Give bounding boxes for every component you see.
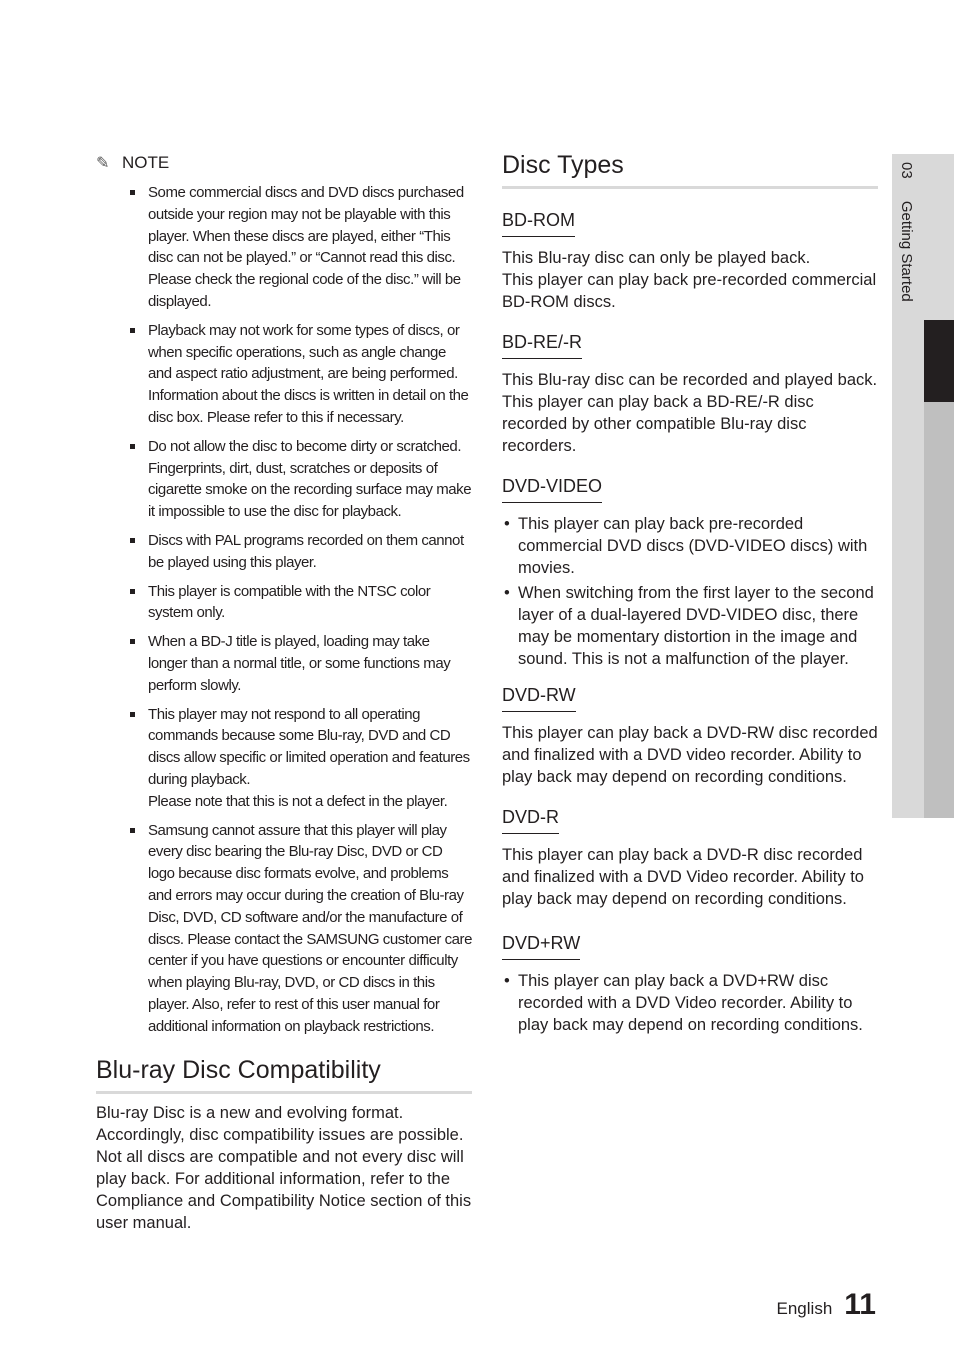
note-item: Samsung cannot assure that this player will play every disc bearing the Blu-ray Disc, DVD or CD logo because disc formats evolve, and problems and errors may occur during the creation of Blu-ray Disc, DVD, CD software and/or the manufacture of discs. Please contact the SAMSUNG customer care center if you have questions or encounter difficulty when playing Blu-ray, DVD, or CD discs in this player. Also, refer to rest of this user manual for additional information on playback restrictions. xyxy=(130,820,472,1038)
compatibility-title: Blu-ray Disc Compatibility xyxy=(96,1055,472,1094)
note-item: Playback may not work for some types of discs, or when specific operations, such as angle change and aspect ratio adjustment, are being performed. Information about the discs is written in detail on the disc box. Please refer to this if necessary. xyxy=(130,320,472,429)
bd-rom-heading: BD-ROM xyxy=(502,209,575,237)
page-number: 11 xyxy=(844,1288,876,1321)
dvd-plus-rw-heading: DVD+RW xyxy=(502,932,580,960)
dvd-rw-heading: DVD-RW xyxy=(502,684,576,712)
note-item: This player may not respond to all operating commands because some Blu-ray, DVD and CD discs allow specific or limited operation and features during playback. Please note that this is not a defect in the player. xyxy=(130,704,472,813)
compatibility-body: Blu-ray Disc is a new and evolving format. Accordingly, disc compatibility issues are possible. Not all discs are compatible and not every disc will play back. For additional information, refer to the Compliance and Compatibility Notice section of this user manual. xyxy=(96,1104,472,1233)
chapter-number: 03 xyxy=(898,162,915,179)
dvd-video-block xyxy=(502,475,878,670)
dvd-video-heading: DVD-VIDEO xyxy=(502,475,602,503)
bd-rom-body: This Blu-ray disc can only be played back. This player can play back pre-recorded commercial BD-ROM discs. xyxy=(502,249,877,311)
chapter-band xyxy=(924,402,954,818)
dvd-video-list xyxy=(502,513,878,670)
note-header xyxy=(96,150,472,176)
disc-types-title: Disc Types xyxy=(502,150,878,189)
note-item: When a BD-J title is played, loading may take longer than a normal title, or some functions may perform slowly. xyxy=(130,631,472,696)
dvd-r-heading: DVD-R xyxy=(502,806,559,834)
dvd-plus-rw-list xyxy=(502,970,878,1036)
note-item: Some commercial discs and DVD discs purchased outside your region may not be playable with this player. When these discs are played, either “This disc can not be played.” or “Cannot read this disc. Please check the regional code of the disc.” will be displayed. xyxy=(130,182,472,313)
note-item: Discs with PAL programs recorded on them cannot be played using this player. xyxy=(130,530,472,574)
footer-language: English xyxy=(776,1299,833,1318)
note-item: Do not allow the disc to become dirty or scratched. Fingerprints, dirt, dust, scratches or deposits of cigarette smoke on the recording surface may make it impossible to use the disc for playback. xyxy=(130,436,472,523)
dvd-r-body: This player can play back a DVD-R disc recorded and finalized with a DVD Video recorder. Ability to play back may depend on recording conditions. xyxy=(502,846,864,908)
bd-re-heading: BD-RE/-R xyxy=(502,331,582,359)
chapter-label xyxy=(898,162,915,302)
list-item: • When switching from the first layer to the second layer of a dual-layered DVD-VIDEO disc, there may be momentary distortion in the image and sound. This is not a malfunction of the player. xyxy=(502,582,878,670)
bd-re-body: This Blu-ray disc can be recorded and played back. This player can play back a BD-RE/-R disc recorded by other compatible Blu-ray disc recorders. xyxy=(502,371,878,455)
dvd-rw-body: This player can play back a DVD-RW disc recorded and finalized with a DVD video recorder. Ability to play back may depend on recording conditions. xyxy=(502,724,878,786)
right-column xyxy=(502,150,878,1039)
dvd-r-block xyxy=(502,806,878,910)
dvd-plus-rw-block xyxy=(502,932,878,1036)
bd-rom-block xyxy=(502,209,878,313)
compatibility-section xyxy=(96,1055,472,1234)
dvd-rw-block xyxy=(502,684,878,788)
bd-re-block xyxy=(502,331,878,457)
note-label: NOTE xyxy=(122,153,170,172)
list-item: • This player can play back a DVD+RW disc recorded with a DVD Video recorder. Ability to play back may depend on recording conditions. xyxy=(502,970,878,1036)
note-item: This player is compatible with the NTSC color system only. xyxy=(130,581,472,625)
chapter-marker xyxy=(924,320,954,402)
chapter-title: Getting Started xyxy=(898,200,915,302)
list-item: • This player can play back pre-recorded commercial DVD discs (DVD-VIDEO discs) with movies. xyxy=(502,513,878,579)
pencil-icon: ✎ xyxy=(96,155,110,172)
left-column xyxy=(96,150,472,1234)
note-list xyxy=(96,182,472,1037)
chapter-side-tab xyxy=(892,154,954,818)
page-footer xyxy=(777,1288,876,1322)
